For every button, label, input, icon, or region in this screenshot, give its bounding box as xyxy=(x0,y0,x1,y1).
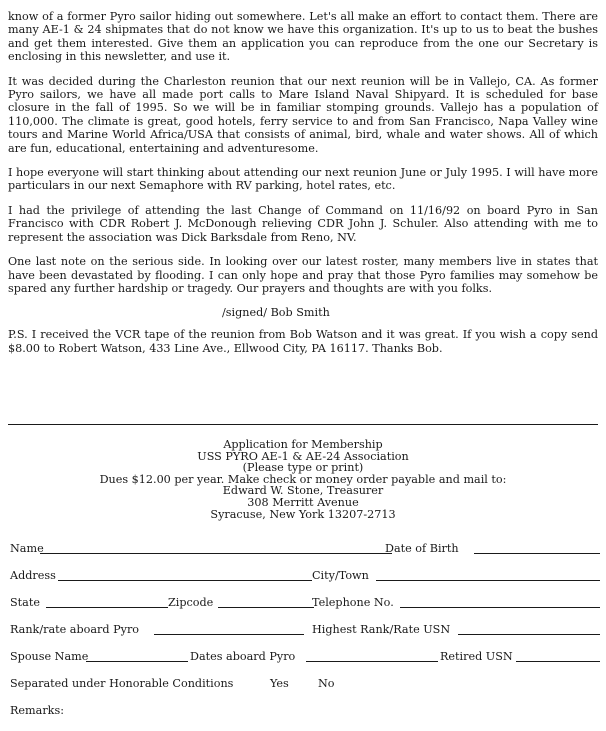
postscript: P.S. I received the VCR tape of the reunion from Bob Watson and it was great. If you wish a copy send $8.00 to Robert Watson, 433 Line Ave., Ellwood City, PA 16117. Thanks Bob. xyxy=(8,328,598,355)
association-name: USS PYRO AE-1 & AE-24 Association xyxy=(197,449,409,463)
highest-rank-field[interactable] xyxy=(458,634,600,635)
remarks-label: Remarks: xyxy=(10,704,64,717)
no-option[interactable]: No xyxy=(318,677,335,690)
zipcode-field[interactable] xyxy=(218,607,314,608)
newsletter-letter xyxy=(8,10,598,366)
section-divider xyxy=(8,424,598,425)
treasurer-street: 308 Merritt Avenue xyxy=(247,495,359,509)
membership-form xyxy=(10,542,600,731)
rank-aboard-label: Rank/rate aboard Pyro xyxy=(10,623,140,636)
letter-paragraph-4: I had the privilege of attending the last Change of Command on 11/16/92 on board Pyro in San Francisco with CDR Robert J. McDonough relieving CDR John J. Schuler. Also attending with me to represent the association was Dick Barksdale from Reno, NV. xyxy=(8,203,598,244)
form-instruction: (Please type or print) xyxy=(242,461,364,475)
separated-label: Separated under Honorable Conditions xyxy=(10,677,234,690)
application-title: Application for Membership xyxy=(223,438,383,451)
zipcode-label: Zipcode xyxy=(168,596,214,609)
name-field[interactable] xyxy=(40,553,392,554)
address-field[interactable] xyxy=(58,580,312,581)
spouse-label: Spouse Name xyxy=(10,650,89,663)
spouse-field[interactable] xyxy=(86,661,188,662)
form-row-rank xyxy=(10,623,600,650)
address-label: Address xyxy=(10,569,56,582)
form-row-separated xyxy=(10,677,600,704)
city-town-label: City/Town xyxy=(312,569,369,582)
dues-notice: Dues $12.00 per year. Make check or money order payable and mail to: xyxy=(99,472,507,486)
state-label: State xyxy=(10,596,40,609)
state-field[interactable] xyxy=(46,607,168,608)
form-row-address xyxy=(10,569,600,596)
rank-aboard-field[interactable] xyxy=(154,634,304,635)
signature-line: /signed/ Bob Smith xyxy=(222,306,330,320)
form-row-name xyxy=(10,542,600,569)
form-row-remarks xyxy=(10,704,600,731)
telephone-field[interactable] xyxy=(400,607,600,608)
retired-field[interactable] xyxy=(516,661,600,662)
telephone-label: Telephone No. xyxy=(312,596,394,609)
treasurer-city: Syracuse, New York 13207-2713 xyxy=(210,507,396,521)
yes-option[interactable]: Yes xyxy=(270,677,289,690)
letter-paragraph-2: It was decided during the Charleston reunion that our next reunion will be in Vallejo, CA. As former Pyro sailors, we have all made port calls to Mare Island Naval Shipyard. It is scheduled for base closure in the fall of 1995. So we will be in familiar stomping grounds. Vallejo has a population of 110,000. The climate is great, good hotels, ferry service to and from San Francisco, Napa Valley wine tours and Marine World Africa/USA that consists of animal, bird, whale and water shows. All of which are fun, educational, entertaining and adventuresome. xyxy=(8,74,598,155)
dates-aboard-label: Dates aboard Pyro xyxy=(190,650,296,663)
dob-field[interactable] xyxy=(474,553,600,554)
dob-label: Date of Birth xyxy=(385,542,459,555)
letter-paragraph-3: I hope everyone will start thinking about attending our next reunion June or July 1995. I will have more particulars in our next Semaphore with RV parking, hotel rates, etc. xyxy=(8,166,598,193)
form-row-state xyxy=(10,596,600,623)
application-header xyxy=(0,439,606,520)
letter-paragraph-1: know of a former Pyro sailor hiding out somewhere. Let's all make an effort to contact them. There are many AE-1 & 24 shipmates that do not know we have this organization. It's up to us to beat the bushes and get them interested. Give them an application you can reproduce from the one our Secretary is enclosing in this newsletter, and use it. xyxy=(8,10,598,64)
highest-rank-label: Highest Rank/Rate USN xyxy=(312,623,451,636)
form-row-spouse xyxy=(10,650,600,677)
letter-paragraph-5: One last note on the serious side. In looking over our latest roster, many members live in states that have been devastated by flooding. I can only hope and pray that those Pyro families may somehow be spared any further hardship or tragedy. Our prayers and thoughts are with you folks. xyxy=(8,255,598,295)
treasurer-name: Edward W. Stone, Treasurer xyxy=(222,484,384,498)
name-label: Name xyxy=(10,542,44,555)
retired-label: Retired USN xyxy=(440,650,513,663)
dates-aboard-field[interactable] xyxy=(306,661,438,662)
city-town-field[interactable] xyxy=(376,580,600,581)
